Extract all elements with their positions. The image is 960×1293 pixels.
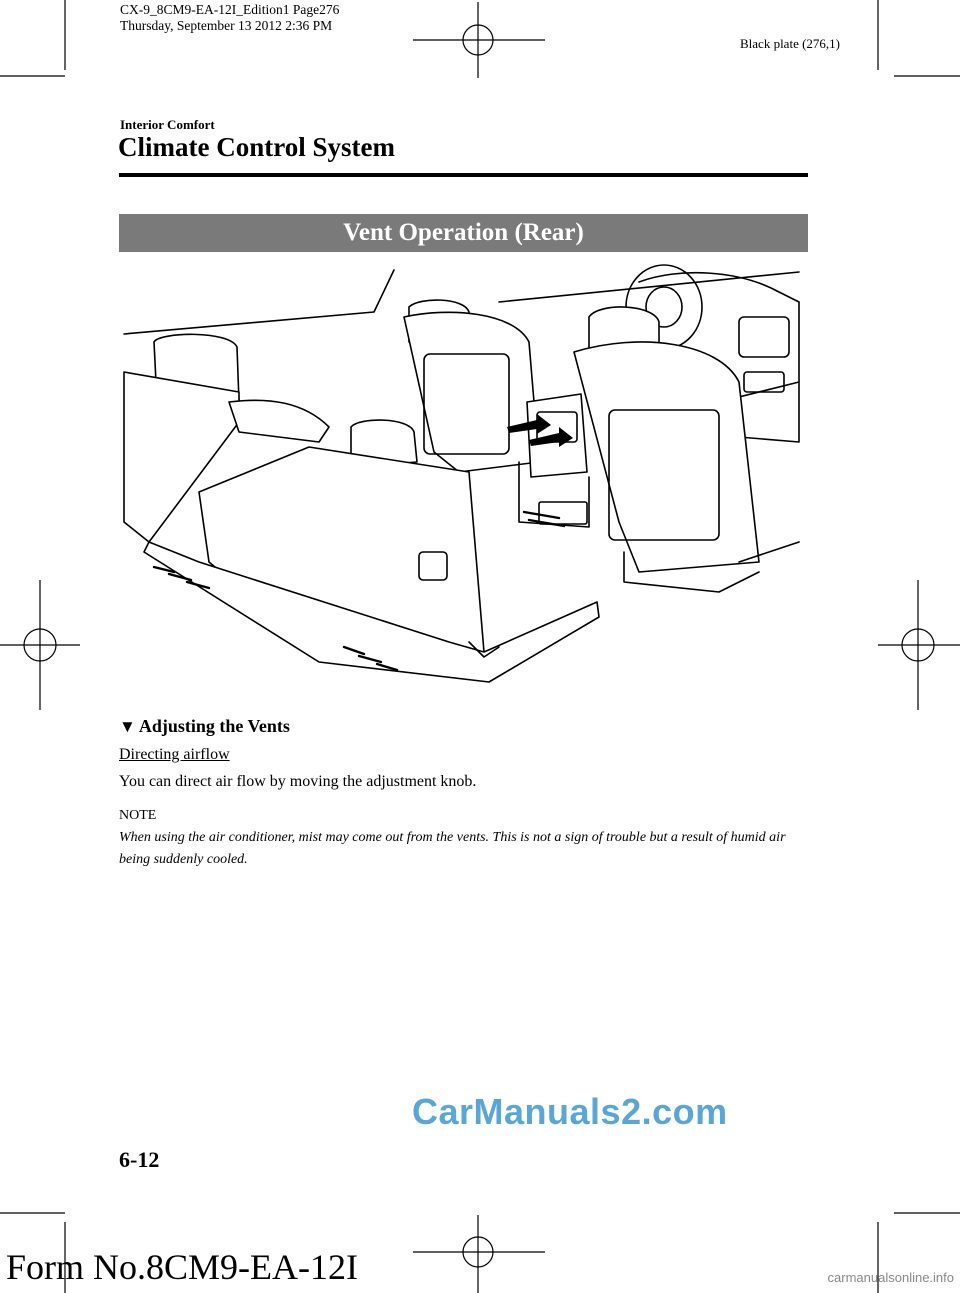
note-label: NOTE xyxy=(119,808,157,823)
form-number: Form No.8CM9-EA-12I xyxy=(6,1247,358,1287)
plate-label: Black plate (276,1) xyxy=(740,36,840,51)
rear-vent-illustration xyxy=(119,262,808,692)
job-line: CX-9_8CM9-EA-12I_Edition1 Page276 xyxy=(120,2,340,17)
topic-banner: Vent Operation (Rear) xyxy=(119,214,808,252)
chapter-title: Climate Control System xyxy=(118,132,395,162)
body-paragraph: You can direct air flow by moving the adjustment knob. xyxy=(119,773,477,790)
page-number: 6-12 xyxy=(119,1147,160,1172)
print-job-info xyxy=(120,2,339,34)
subheading xyxy=(119,716,290,737)
footer-site-link[interactable]: carmanualsonline.info xyxy=(827,1270,954,1285)
triangle-marker-icon: ▼ xyxy=(119,717,136,736)
watermark-link[interactable]: CarManuals2.com xyxy=(412,1091,728,1132)
subheading-text: Adjusting the Vents xyxy=(138,716,290,736)
note-text: When using the air conditioner, mist may come out from the vents. This is not a sign of trouble but a result of humid air being suddenly cooled. xyxy=(119,830,786,867)
subsection-title: Directing airflow xyxy=(119,746,230,763)
title-rule xyxy=(119,173,808,177)
date-line: Thursday, September 13 2012 2:36 PM xyxy=(120,18,333,33)
section-label: Interior Comfort xyxy=(120,117,215,132)
